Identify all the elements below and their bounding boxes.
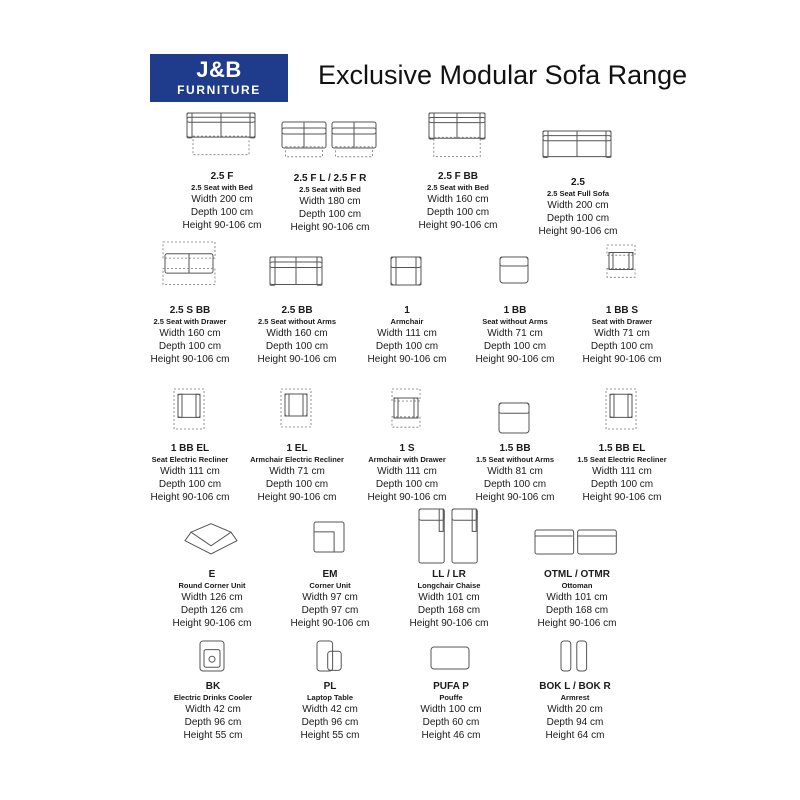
logo-text-top: J&B	[196, 57, 242, 82]
product-code: 2.5	[571, 177, 585, 188]
product-depth: Depth 94 cm	[546, 717, 604, 728]
product-height: Height 90-106 cm	[418, 220, 498, 231]
product-name: 2.5 Seat with Drawer	[153, 317, 227, 326]
product-height: Height 46 cm	[421, 730, 481, 741]
product-code: 2.5 F BB	[437, 171, 478, 182]
product-name: Seat without Arms	[482, 317, 548, 326]
product-name: Seat Electric Recliner	[151, 455, 229, 464]
product-height: Height 90-106 cm	[150, 354, 230, 365]
product-name: Ottoman	[561, 581, 593, 590]
product-depth: Depth 100 cm	[375, 341, 439, 352]
product-height: Height 90-106 cm	[538, 226, 618, 237]
product-item	[490, 640, 660, 742]
product-height: Height 90-106 cm	[537, 618, 617, 629]
product-name: Armchair	[390, 317, 424, 326]
product-width: Width 200 cm	[547, 200, 609, 211]
page-title: Exclusive Modular Sofa Range	[318, 60, 688, 90]
product-height: Height 64 cm	[545, 730, 605, 741]
product-depth: Depth 100 cm	[158, 479, 222, 490]
product-depth: Depth 100 cm	[265, 341, 329, 352]
product-item	[493, 130, 663, 238]
product-width: Width 160 cm	[427, 194, 489, 205]
recliner-icon	[537, 388, 707, 432]
product-depth: Depth 100 cm	[190, 207, 254, 218]
product-height: Height 90-106 cm	[172, 618, 252, 629]
product-code: 2.5 F L / 2.5 F R	[293, 173, 367, 184]
product-name: Pouffe	[439, 693, 463, 702]
product-width: Width 101 cm	[418, 592, 480, 603]
product-name: Electric Drinks Cooler	[173, 693, 253, 702]
product-depth: Depth 60 cm	[422, 717, 480, 728]
product-code: BOK L / BOK R	[539, 681, 611, 692]
product-depth: Depth 168 cm	[417, 605, 481, 616]
product-depth: Depth 100 cm	[483, 341, 547, 352]
product-name: 1.5 Seat Electric Recliner	[577, 455, 667, 464]
product-item	[492, 526, 662, 630]
product-height: Height 90-106 cm	[475, 354, 555, 365]
product-depth: Depth 97 cm	[301, 605, 359, 616]
product-width: Width 111 cm	[592, 466, 652, 477]
product-height: Height 90-106 cm	[367, 492, 447, 503]
logo-text-bottom: FURNITURE	[177, 83, 261, 97]
product-width: Width 71 cm	[594, 328, 650, 339]
product-name: 2.5 Seat with Bed	[299, 185, 361, 194]
product-name: Longchair Chaise	[417, 581, 481, 590]
product-code: 2.5 BB	[281, 305, 313, 316]
product-code: 1.5 BB EL	[598, 443, 646, 454]
product-depth: Depth 100 cm	[265, 479, 329, 490]
product-code: PL	[323, 681, 337, 692]
product-depth: Depth 100 cm	[375, 479, 439, 490]
product-code: BK	[205, 681, 221, 692]
product-name: Armrest	[560, 693, 590, 702]
product-height: Height 90-106 cm	[290, 618, 370, 629]
product-code: LL / LR	[432, 569, 466, 580]
product-width: Width 97 cm	[302, 592, 358, 603]
product-code: 1.5 BB	[499, 443, 531, 454]
product-width: Width 200 cm	[191, 194, 253, 205]
armrest-icon	[490, 640, 660, 674]
product-name: Armchair Electric Recliner	[250, 455, 344, 464]
product-depth: Depth 168 cm	[545, 605, 609, 616]
product-code: 1 BB S	[605, 305, 639, 316]
product-depth: Depth 100 cm	[590, 479, 654, 490]
product-width: Width 81 cm	[487, 466, 543, 477]
product-height: Height 90-106 cm	[257, 354, 337, 365]
product-width: Width 111 cm	[160, 466, 220, 477]
product-name: Laptop Table	[306, 693, 354, 702]
product-depth: Depth 100 cm	[546, 213, 610, 224]
brand-logo	[150, 54, 288, 102]
product-code: 1 BB	[503, 305, 527, 316]
product-width: Width 160 cm	[266, 328, 328, 339]
product-width: Width 126 cm	[181, 592, 243, 603]
product-code: 1 EL	[286, 443, 308, 454]
product-name: 2.5 Seat with Bed	[191, 183, 253, 192]
product-height: Height 90-106 cm	[582, 354, 662, 365]
product-width: Width 101 cm	[546, 592, 608, 603]
product-name: 1.5 Seat without Arms	[475, 455, 555, 464]
product-width: Width 71 cm	[487, 328, 543, 339]
product-depth: Depth 100 cm	[298, 209, 362, 220]
product-height: Height 55 cm	[183, 730, 243, 741]
product-name: Corner Unit	[309, 581, 351, 590]
product-code: 1 S	[399, 443, 415, 454]
product-code: 2.5 F	[210, 171, 234, 182]
product-depth: Depth 100 cm	[483, 479, 547, 490]
product-item	[537, 244, 707, 366]
product-width: Width 111 cm	[377, 466, 437, 477]
product-name: Armchair with Drawer	[368, 455, 446, 464]
product-depth: Depth 96 cm	[184, 717, 242, 728]
seat-with-drawer-icon	[537, 244, 707, 280]
product-height: Height 90-106 cm	[475, 492, 555, 503]
product-code: E	[208, 569, 216, 580]
product-width: Width 20 cm	[547, 704, 603, 715]
sofa-icon	[493, 130, 663, 160]
product-depth: Depth 100 cm	[426, 207, 490, 218]
product-name: 2.5 Seat Full Sofa	[546, 189, 610, 198]
product-height: Height 90-106 cm	[257, 492, 337, 503]
product-width: Width 42 cm	[185, 704, 241, 715]
product-width: Width 180 cm	[299, 196, 361, 207]
product-code: OTML / OTMR	[544, 569, 610, 580]
product-depth: Depth 100 cm	[158, 341, 222, 352]
product-name: Seat with Drawer	[591, 317, 653, 326]
product-width: Width 160 cm	[159, 328, 221, 339]
product-code: 1	[404, 305, 410, 316]
product-height: Height 90-106 cm	[409, 618, 489, 629]
product-height: Height 90-106 cm	[367, 354, 447, 365]
product-item	[537, 388, 707, 504]
product-height: Height 55 cm	[300, 730, 360, 741]
product-height: Height 90-106 cm	[182, 220, 262, 231]
product-name: Round Corner Unit	[178, 581, 246, 590]
product-width: Width 100 cm	[420, 704, 482, 715]
product-depth: Depth 100 cm	[590, 341, 654, 352]
product-width: Width 111 cm	[377, 328, 437, 339]
product-width: Width 71 cm	[269, 466, 325, 477]
product-height: Height 90-106 cm	[150, 492, 230, 503]
product-name: 2.5 Seat without Arms	[257, 317, 337, 326]
product-depth: Depth 126 cm	[180, 605, 244, 616]
product-height: Height 90-106 cm	[582, 492, 662, 503]
product-code: EM	[322, 569, 338, 580]
product-name: 2.5 Seat with Bed	[427, 183, 489, 192]
product-depth: Depth 96 cm	[301, 717, 359, 728]
product-height: Height 90-106 cm	[290, 222, 370, 233]
product-code: 1 BB EL	[170, 443, 210, 454]
ottoman-icon	[492, 526, 662, 558]
product-code: PUFA P	[433, 681, 469, 692]
product-width: Width 42 cm	[302, 704, 358, 715]
product-code: 2.5 S BB	[169, 305, 211, 316]
